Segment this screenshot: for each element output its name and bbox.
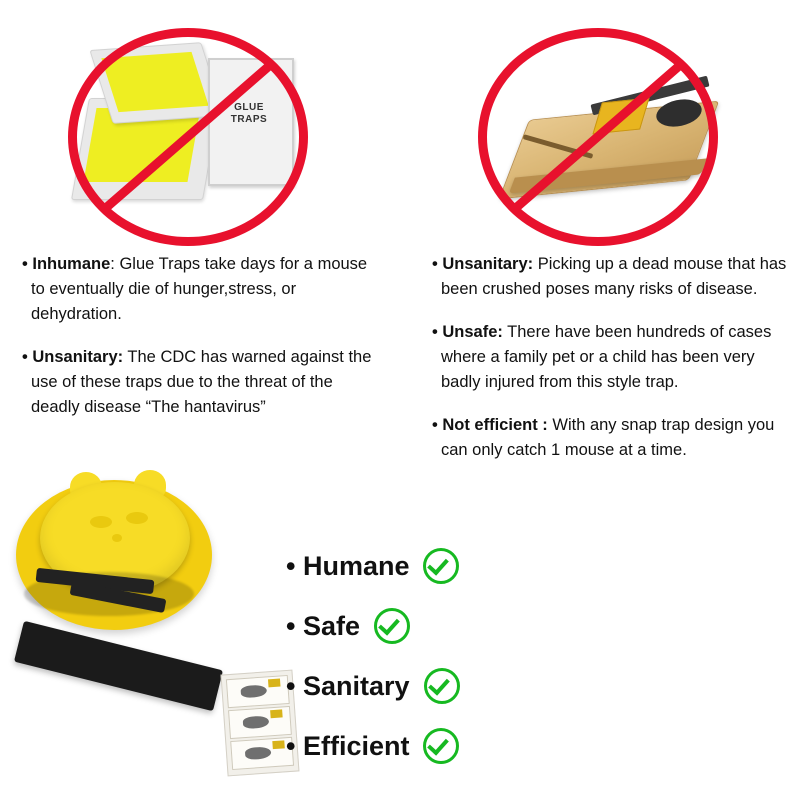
bullet-title: • Unsafe: xyxy=(432,323,503,341)
bullet-body: With any snap trap design you can only catch 1 mouse at a time. xyxy=(441,416,775,459)
benefit-item-sanitary xyxy=(286,668,460,704)
green-check-icon xyxy=(423,548,459,584)
bullet-separator: : xyxy=(110,255,115,273)
list-item xyxy=(432,320,792,395)
bullet-title: • Inhumane xyxy=(22,255,111,273)
trap-detail-dot xyxy=(126,512,148,524)
list-item xyxy=(432,252,792,302)
green-check-icon xyxy=(374,608,410,644)
list-item xyxy=(22,252,372,327)
bullet-title: • Unsanitary: xyxy=(432,255,534,273)
snap-trap-panel xyxy=(470,18,740,238)
trap-detail-dot-small xyxy=(112,534,122,542)
green-check-icon xyxy=(424,668,460,704)
benefit-label: • Efficient xyxy=(286,730,410,761)
bullet-body: The CDC has warned against the use of these traps due to the threat of the deadly disease “The hantavirus” xyxy=(31,348,372,416)
bullet-title: • Unsanitary: xyxy=(22,348,124,366)
bullet-body: There have been hundreds of cases where a family pet or a child has been very badly injured from this style trap. xyxy=(441,323,772,391)
bait-card-mark xyxy=(270,709,283,718)
trap-detail-dot xyxy=(90,516,112,528)
bait-card-mark xyxy=(268,679,281,688)
product-photo xyxy=(8,460,288,640)
glue-trap-box-label-line1: GLUE xyxy=(234,102,264,113)
list-item xyxy=(22,345,372,420)
benefit-label: • Safe xyxy=(286,610,360,641)
green-check-icon xyxy=(423,728,459,764)
benefit-item-humane xyxy=(286,548,459,584)
benefit-item-efficient xyxy=(286,728,459,764)
bullet-body: Glue Traps take days for a mouse to eventually die of hunger,stress, or dehydration. xyxy=(31,255,368,323)
bullet-title: • Not efficient : xyxy=(432,416,548,434)
benefit-label: • Sanitary xyxy=(286,670,410,701)
bullet-body: Picking up a dead mouse that has been crushed poses many risks of disease. xyxy=(441,255,787,298)
glue-trap-box-label-line2: TRAPS xyxy=(230,114,268,125)
bait-card-mark xyxy=(272,740,285,749)
right-drawbacks-text xyxy=(432,252,792,463)
list-item xyxy=(432,413,792,463)
benefit-item-safe xyxy=(286,608,410,644)
glue-trap-panel xyxy=(60,18,330,238)
benefit-label: • Humane xyxy=(286,550,410,581)
left-drawbacks-text xyxy=(22,252,372,420)
